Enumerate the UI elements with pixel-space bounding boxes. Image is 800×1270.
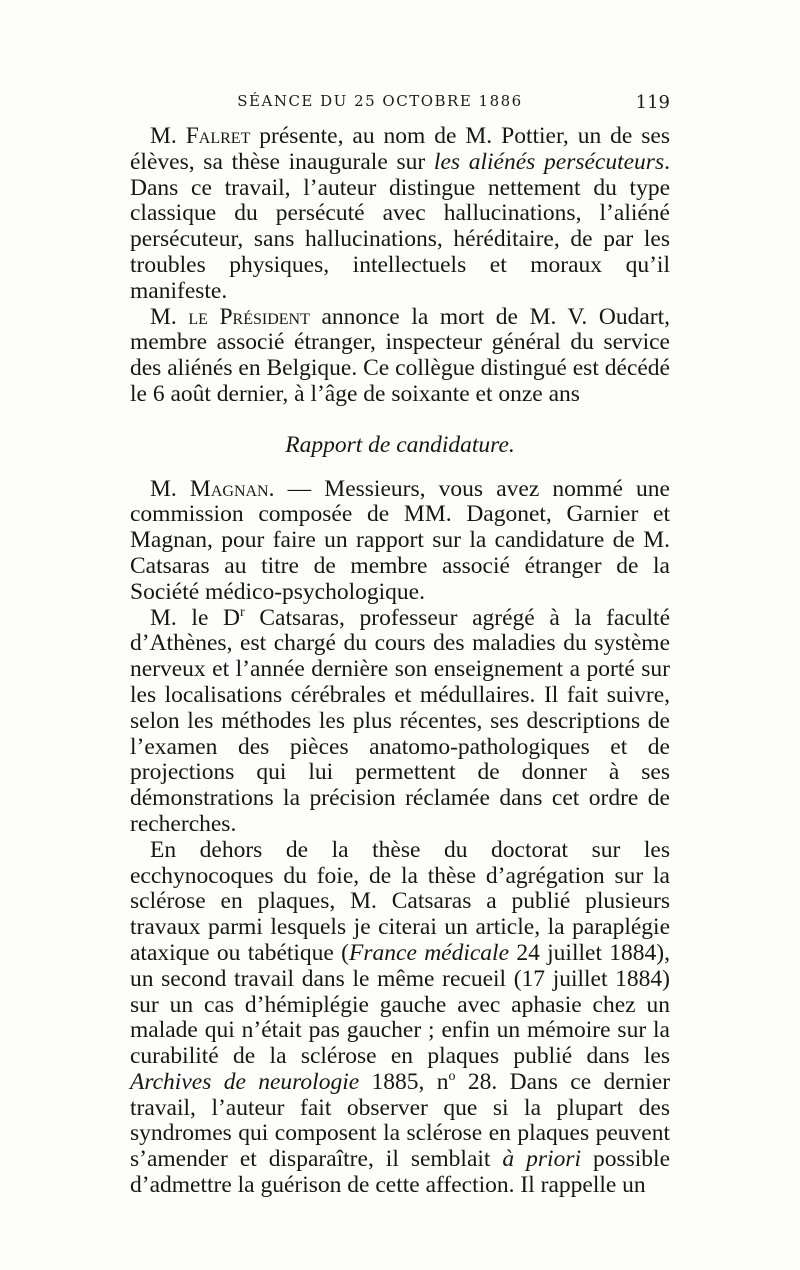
- paragraph-works: [130, 838, 670, 1199]
- paragraph-text: M. le D: [150, 604, 241, 631]
- paragraph-text: 28. Dans ce dernier travail, l’auteur fait observer que si la plupart des syndromes qui composent la sclérose en plaques peuvent s’amender et disparaître, il semblait: [130, 1068, 671, 1173]
- page-number: 119: [635, 92, 670, 113]
- paragraph-text: . Dans ce travail, l’auteur distingue nettement du type classique du persécuté avec hallucinations, l’aliéné persécuteur, sans hallucinations, héréditaire, de par les troubles physiques, intellectuels et moraux qu’il manifeste.: [130, 148, 670, 304]
- speaker-name: M. Falret: [150, 123, 251, 149]
- paragraph-text: 1885, n: [359, 1068, 449, 1095]
- paragraph-text: présente, au nom de M. Pottier, un de ses élèves, sa thèse inaugurale sur: [130, 123, 670, 175]
- superscript: r: [240, 604, 245, 620]
- body-text: [130, 124, 670, 1199]
- paragraph-president: [130, 305, 670, 408]
- paragraph-text: possible d’admettre la guérison de cette affection. Il rappelle un: [130, 1146, 671, 1199]
- paragraph-text: Catsaras, professeur agrégé à la faculté d’Athènes, est chargé du cours des maladies du système nerveux et l’année dernière son enseignement a porté sur les localisations cérébrales et médullaires. Il fait suivre, selon les méthodes les plus récentes, ses descriptions de l’examen des pièces anatomo-pathologiques et de projections qui lui permettent de donner à ses démonstrations la précision réclamée dans cet ordre de recherches.: [130, 604, 671, 837]
- paragraph-text: En dehors de la thèse du doctorat sur les ecchynocoques du foie, de la thèse d’agrégation sur la sclérose en plaques, M. Catsaras a publié plusieurs travaux parmi lesquels je citerai un article, la paraplégie ataxique ou tabétique (: [130, 836, 670, 966]
- speaker-name: M. Magnan.: [150, 475, 275, 502]
- latin-phrase: à priori: [502, 1146, 581, 1173]
- running-title: SÉANCE DU 25 OCTOBRE 1886: [237, 92, 523, 110]
- journal-title: France médicale: [349, 939, 510, 966]
- superscript: o: [448, 1069, 456, 1085]
- paragraph-magnan: [130, 477, 670, 606]
- journal-title: Archives de neurologie: [130, 1068, 360, 1095]
- paragraph-text: 24 juillet 1884), un second travail dans le même recueil (17 juillet 1884) sur un cas d’hémiplégie gauche avec aphasie chez un malade qui n’était pas gaucher ; enfin un mémoire sur la curabilité de la sclérose en plaques publié dans les: [130, 939, 670, 1070]
- speaker-name: M. le Président: [150, 303, 310, 330]
- paragraph-text: — Messieurs, vous avez nommé une commission composée de MM. Dagonet, Garnier et Magnan, pour faire un rapport sur la candidature de M. Catsaras au titre de membre associé étranger de la Société médico-psychologique.: [130, 475, 670, 605]
- section-title: Rapport de candidature.: [285, 431, 515, 458]
- paragraph-catsaras: [130, 606, 670, 838]
- thesis-title: les aliénés persécuteurs: [433, 148, 665, 175]
- paragraph-text: annonce la mort de M. V. Oudart, membre associé étranger, inspecteur général du service des aliénés en Belgique. Ce collègue distingué est décédé le 6 août dernier, à l’âge de soixante et onze ans: [130, 303, 671, 407]
- page-header: [130, 92, 670, 114]
- paragraph-falret: [130, 124, 670, 305]
